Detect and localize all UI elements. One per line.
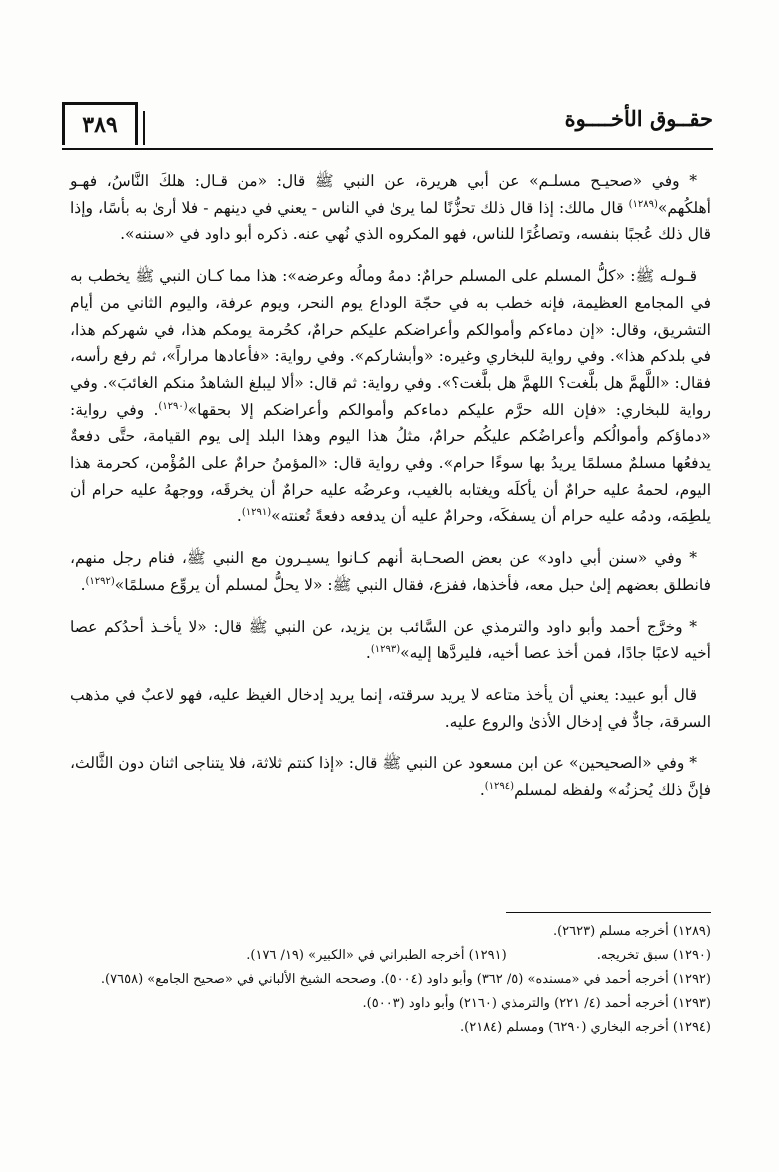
paragraph-4: * وخرَّج أحمد وأبو داود والترمذي عن السَّائب بن يزيد، عن النبي ﷺ قال: «لا يأخـذ أحدُكم عصا أخيه لاعبًا جادًا، فمن أخذ عصا أخيه، فليردَّها إليه»$^{(١٢٩٣)}$.	[70, 617, 711, 663]
footnote-ref: (١٢٩٤)	[484, 780, 515, 792]
footnote-1293: (١٢٩٣) أخرجه أحمد (٤/ ٢٢١) والترمذي (٢١٦٠) وأبو داود (٥٠٠٣).	[362, 996, 711, 1011]
paragraph-1: * وفي «صحيـح مسلـم» عن أبي هريرة، عن النبي ﷺ قال: «من قـال: هلكَ النَّاسُ، فهـو أهلكُهم»$^{(١٢٨٩)}$ قال مالك: إذا قال ذلك تحزُّنًا لما يرىٰ في الناس - يعني في دينهم - فلا أرىٰ به بأسًا، وإذا قال ذلك عُجبًا بنفسه، وتصاغُرًا للناس، فهو المكروه الذي نُهي عنه. ذكره أبو داود في «سننه».	[70, 172, 711, 244]
main-text	[70, 168, 711, 819]
page-header	[62, 102, 713, 150]
page-number: ٣٨٩	[62, 102, 138, 145]
paragraph-2: قـولـه ﷺ: «كلُّ المسلم على المسلم حرامٌ: دمهُ ومالُه وعرضه»: هذا مما كـان النبي ﷺ يخطب به في المجامع العظيمة، فإنه خطب به في حجّة الوداع يوم النحر، ويوم عرفة، واليوم الثاني من أيام التشريق، وقال: «إن دماءكم وأموالكم وأعراضكم عليكم حرامٌ، كحُرمة يومكم هذا، في شهركم هذا، في بلدكم هذا». وفي رواية للبخاري وغيره: «وأبشاركم». وفي رواية: «فأعادها مراراً»، ثم رفع رأسه، فقال: «اللَّهمَّ هل بلَّغت؟ اللهمَّ هل بلَّغت؟». وفي رواية: ثم قال: «ألا ليبلغ الشاهدُ منكم الغائبَ». وفي رواية للبخاري: «فإن الله حرَّم عليكم دماءكم وأموالكم وأعراضكم إلا بحقها»$^{(١٢٩٠)}$. وفي رواية: «دماؤكم وأموالُكم وأعراضُكم عليكُم حرامٌ، مثلُ هذا اليوم وهذا البلد إلى يوم القيامة، حتَّى دفعةٌ يدفعُها مسلمٌ مسلمًا يريدُ بها سوءًا حرام». وفي رواية قال: «المؤمنُ حرامٌ على المُؤْمن، كحرمة هذا اليوم، لحمهُ عليه حرامٌ أن يأكلَه ويغتابه بالغيب، وعرضُه عليه حرامٌ أن يخرقَه، ووجههُ عليه حرام أن يلطِمَه، ودمُه عليه حرام أن يسفكَه، وحرامٌ عليه أن يدفعه دفعةً تُعنته»$^{(١٢٩١)}$.	[70, 267, 711, 526]
footnote-divider	[506, 912, 711, 913]
footnote-1294: (١٢٩٤) أخرجه البخاري (٦٢٩٠) ومسلم (٢١٨٤).	[460, 1020, 711, 1035]
footnote-1291: (١٢٩١) أخرجه الطبراني في «الكبير» (١٩/ ١٧٦).	[246, 948, 507, 963]
footnote-1290: (١٢٩٠) سبق تخريجه.	[596, 948, 711, 963]
footnote-ref: (١٢٩١)	[241, 507, 272, 519]
footnote-ref: (١٢٩٢)	[85, 575, 115, 587]
footnote-ref: (١٢٨٩)	[628, 198, 658, 210]
running-title: حقــوق الأخــــوة	[564, 106, 713, 131]
footnote-ref: (١٢٩٠)	[158, 400, 188, 412]
paragraph-3: * وفي «سنن أبي داود» عن بعض الصحـابة أنهم كـانوا يسيـرون مع النبي ﷺ، فنام رجل منهم، فانطلق بعضهم إلىٰ حبل معه، فأخذها، ففزع، فقال النبي ﷺ: «لا يحلُّ لمسلم أن يروِّع مسلمًا»$^{(١٢٩٢)}$.	[70, 549, 711, 594]
footnote-1289: (١٢٨٩) أخرجه مسلم (٢٦٢٣).	[552, 924, 711, 939]
paragraph-6: * وفي «الصحيحين» عن ابن مسعود عن النبي ﷺ قال: «إذا كنتم ثلاثة، فلا يتناجى اثنان دون الثَّالث، فإنَّ ذلك يُحزنُه» ولفظه لمسلم$^{(١٢٩٤)}$.	[70, 754, 711, 800]
footnote-1292: (١٢٩٢) أخرجه أحمد في «مسنده» (٥/ ٣٦٢) وأبو داود (٥٠٠٤). وصححه الشيخ الألباني في «صحيح الجامع» (٧٦٥٨).	[100, 972, 711, 987]
paragraph-5: قال أبو عبيد: يعني أن يأخذ متاعه لا يريد سرقته، إنما يريد إدخال الغيظ عليه، فهو لاعبٌ في مذهب السرقة، جادٌّ في إدخال الأذىٰ والروع عليه.	[70, 685, 711, 731]
footnote-ref: (١٢٩٣)	[370, 644, 401, 656]
footnotes	[70, 920, 711, 1040]
